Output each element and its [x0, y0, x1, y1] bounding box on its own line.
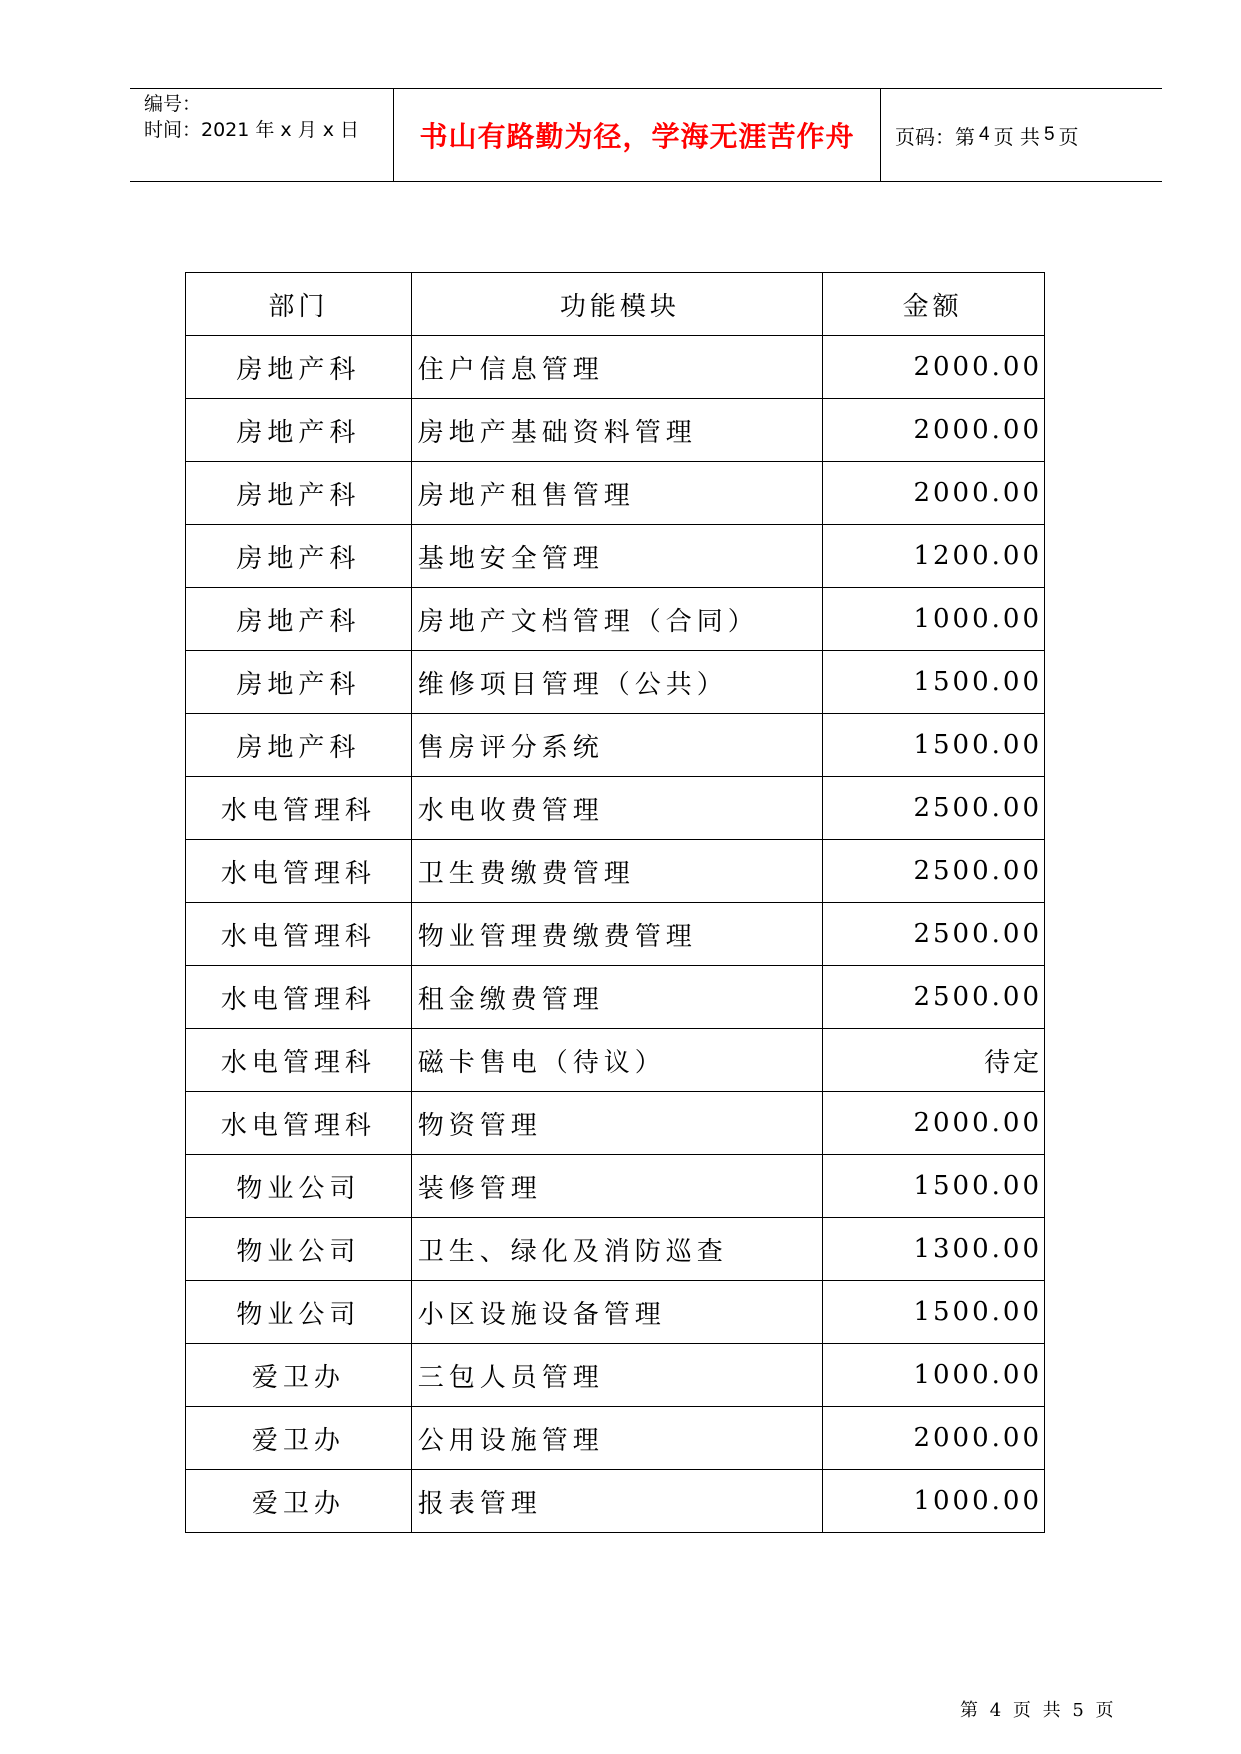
table-row	[186, 525, 1045, 588]
amount-cell: 1300.00	[823, 1218, 1045, 1281]
amount-cell: 1500.00	[823, 651, 1045, 714]
table-row	[186, 1092, 1045, 1155]
amount-cell: 1000.00	[823, 588, 1045, 651]
amount-cell: 2000.00	[823, 336, 1045, 399]
header-motto: 书山有路勤为径，学海无涯苦作舟	[393, 89, 881, 181]
module-cell: 房地产租售管理	[411, 462, 822, 525]
table-row	[186, 1029, 1045, 1092]
amount-cell: 1000.00	[823, 1344, 1045, 1407]
table-row	[186, 903, 1045, 966]
page-total: 5	[1043, 124, 1055, 145]
table-row	[186, 1155, 1045, 1218]
department-cell: 水电管理科	[186, 1092, 412, 1155]
table-body	[186, 336, 1045, 1533]
amount-cell: 1500.00	[823, 1155, 1045, 1218]
table-row	[186, 1344, 1045, 1407]
department-cell: 物业公司	[186, 1218, 412, 1281]
department-cell: 水电管理科	[186, 1029, 412, 1092]
module-cell: 住户信息管理	[411, 336, 822, 399]
department-cell: 房地产科	[186, 714, 412, 777]
column-header-amount: 金额	[823, 273, 1045, 336]
department-cell: 房地产科	[186, 462, 412, 525]
department-cell: 房地产科	[186, 336, 412, 399]
document-number-label: 编号：	[144, 93, 202, 115]
department-cell: 房地产科	[186, 525, 412, 588]
module-cell: 房地产文档管理（合同）	[411, 588, 822, 651]
module-cell: 卫生、绿化及消防巡查	[411, 1218, 822, 1281]
header-page-number	[881, 89, 1162, 181]
page-suffix: 页	[1058, 124, 1079, 149]
department-cell: 爱卫办	[186, 1470, 412, 1533]
module-cell: 维修项目管理（公共）	[411, 651, 822, 714]
table-row	[186, 462, 1045, 525]
amount-cell: 2500.00	[823, 777, 1045, 840]
department-cell: 水电管理科	[186, 777, 412, 840]
module-cell: 房地产基础资料管理	[411, 399, 822, 462]
table-row	[186, 336, 1045, 399]
department-cell: 房地产科	[186, 651, 412, 714]
module-cell: 物资管理	[411, 1092, 822, 1155]
table-row	[186, 840, 1045, 903]
table-row	[186, 1218, 1045, 1281]
department-cell: 爱卫办	[186, 1407, 412, 1470]
table-row	[186, 1470, 1045, 1533]
amount-cell: 2500.00	[823, 840, 1045, 903]
page-mid: 页 共	[993, 124, 1040, 149]
amount-cell: 1500.00	[823, 1281, 1045, 1344]
department-cell: 水电管理科	[186, 840, 412, 903]
department-cell: 物业公司	[186, 1281, 412, 1344]
amount-cell: 1200.00	[823, 525, 1045, 588]
department-cell: 房地产科	[186, 588, 412, 651]
budget-table	[185, 272, 1045, 1533]
page-header	[130, 88, 1162, 182]
amount-cell: 1000.00	[823, 1470, 1045, 1533]
amount-cell: 2500.00	[823, 903, 1045, 966]
module-cell: 基地安全管理	[411, 525, 822, 588]
department-cell: 水电管理科	[186, 966, 412, 1029]
module-cell: 售房评分系统	[411, 714, 822, 777]
table-row	[186, 714, 1045, 777]
page-prefix: 页码：第	[895, 124, 975, 149]
module-cell: 物业管理费缴费管理	[411, 903, 822, 966]
module-cell: 水电收费管理	[411, 777, 822, 840]
module-cell: 装修管理	[411, 1155, 822, 1218]
amount-cell: 2000.00	[823, 1092, 1045, 1155]
module-cell: 小区设施设备管理	[411, 1281, 822, 1344]
module-cell: 租金缴费管理	[411, 966, 822, 1029]
table-row	[186, 588, 1045, 651]
column-header-module: 功能模块	[411, 273, 822, 336]
department-cell: 水电管理科	[186, 903, 412, 966]
module-cell: 三包人员管理	[411, 1344, 822, 1407]
amount-cell: 2000.00	[823, 462, 1045, 525]
page-footer: 第 4 页 共 5 页	[960, 1700, 1117, 1721]
table-row	[186, 1281, 1045, 1344]
amount-cell: 2500.00	[823, 966, 1045, 1029]
column-header-department: 部门	[186, 273, 412, 336]
module-cell: 磁卡售电（待议）	[411, 1029, 822, 1092]
table-row	[186, 966, 1045, 1029]
module-cell: 卫生费缴费管理	[411, 840, 822, 903]
module-cell: 报表管理	[411, 1470, 822, 1533]
department-cell: 房地产科	[186, 399, 412, 462]
header-meta	[130, 89, 393, 181]
table-row	[186, 777, 1045, 840]
page-current: 4	[979, 124, 990, 145]
table-row	[186, 1407, 1045, 1470]
department-cell: 爱卫办	[186, 1344, 412, 1407]
amount-cell: 2000.00	[823, 1407, 1045, 1470]
document-time-label: 时间：2021 年 x 月 x 日	[144, 119, 360, 141]
department-cell: 物业公司	[186, 1155, 412, 1218]
amount-cell: 1500.00	[823, 714, 1045, 777]
amount-cell: 2000.00	[823, 399, 1045, 462]
amount-cell: 待定	[823, 1029, 1045, 1092]
table-row	[186, 399, 1045, 462]
module-cell: 公用设施管理	[411, 1407, 822, 1470]
table-header-row	[186, 273, 1045, 336]
table-row	[186, 651, 1045, 714]
